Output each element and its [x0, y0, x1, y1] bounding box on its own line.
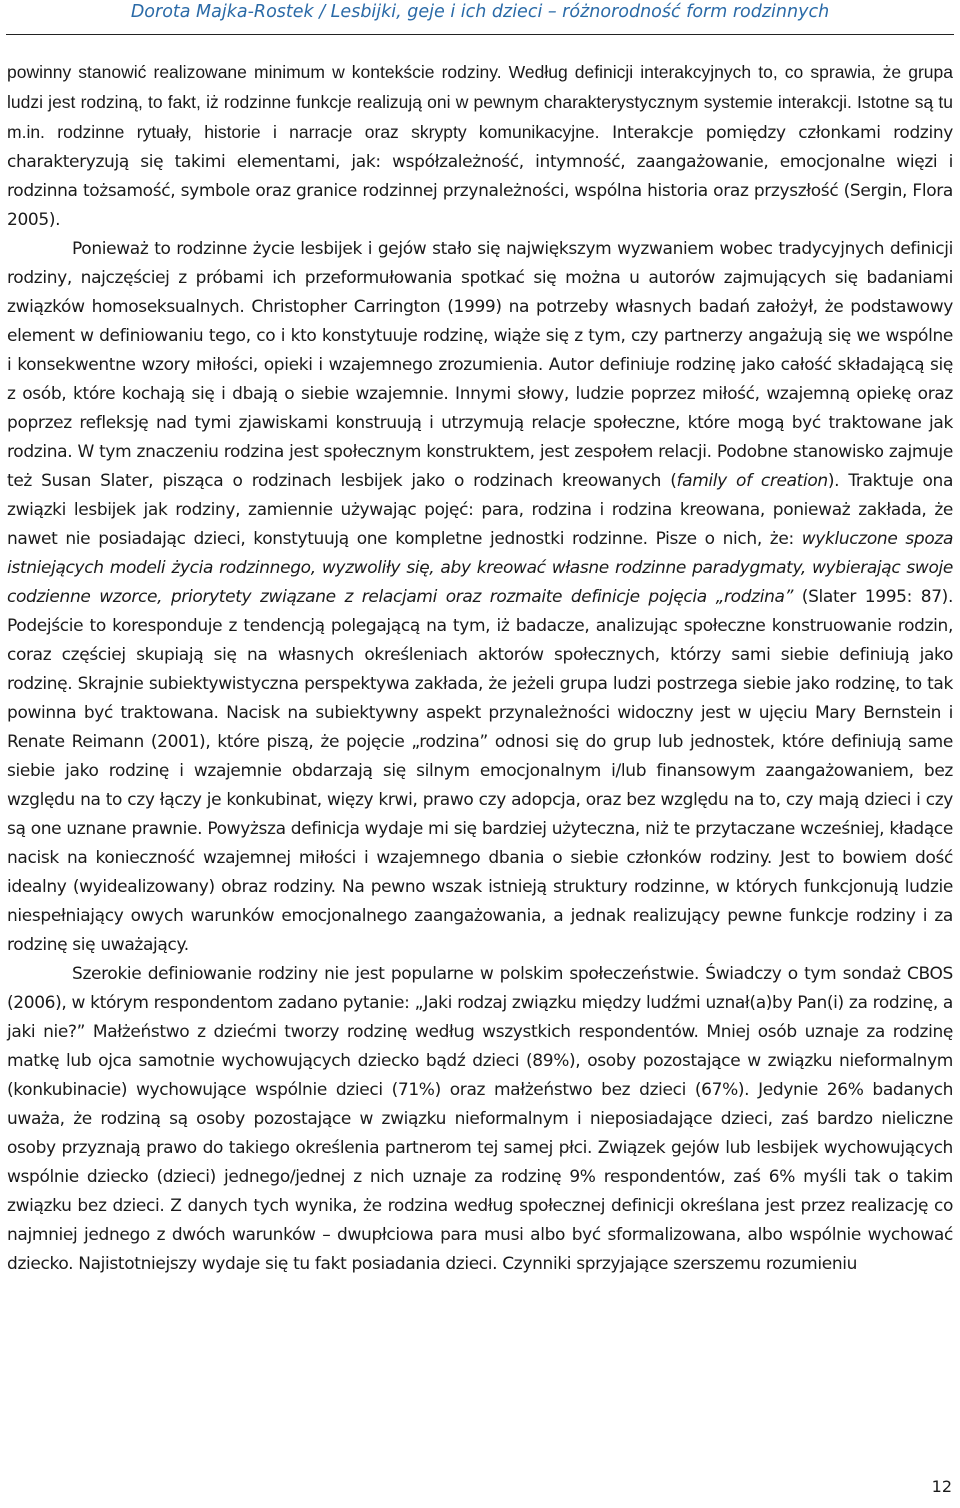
page-number: 12: [931, 1477, 952, 1496]
paragraph-1: [7, 58, 953, 235]
paragraph-2-part-b: ). Traktuje ona związki lesbijek jak rodziny, zamiennie używając pojęć: para, rodzina i rodzina kreowana, ponieważ zakłada, że nawet nie posiadając dzieci, konstytuują one kompletne jednostki rodzinne. Pisze o nich, że:: [7, 471, 954, 549]
paragraph-2: [7, 235, 953, 960]
paragraph-2-italic-term: family of creation: [676, 471, 828, 491]
paragraph-1-part-a: powinny stanowić realizowane minimum w kontekście rodziny. Według definicji interakcyjnych to, co sprawia, że grupa ludzi jest rodziną, to fakt, iż rodzinne funkcje realizują oni w pewnym charakterystycznym systemie interakcji. Istotne są tu m.in. rodzinne rytuały, historie i narracje oraz skrypty komunikacyjne.: [7, 62, 953, 142]
body-text: [7, 58, 953, 1279]
paragraph-2-part-a: Ponieważ to rodzinne życie lesbijek i gejów stało się największym wyzwaniem wobec tradycyjnych definicji rodziny, najczęściej z próbami ich przeformułowania spotkać się można u autorów zajmujących się badaniami związków homoseksualnych. Christopher Carrington (1999) na potrzeby własnych badań założył, że podstawowy element w definiowaniu tego, co i kto konstytuuje rodzinę, wiąże się z tym, czy partnerzy angażują się we wspólne i konsekwentne wzory miłości, opieki i wzajemnego zrozumienia. Autor definiuje rodzinę jako całość składającą się z osób, które kochają się i dbają o siebie wzajemnie. Innymi słowy, ludzie poprzez miłość, wzajemną opiekę oraz poprzez refleksję nad tymi zjawiskami konstruują i utrzymują relacje społeczne, które mogą być traktowane jak rodzina. W tym znaczeniu rodzina jest społecznym konstruktem, jest zespołem relacji. Podobne stanowisko zajmuje też Susan Slater, pisząca o rodzinach lesbijek jako o rodzinach kreowanych (: [7, 239, 953, 491]
paragraph-1-part-b: Interakcje pomiędzy członkami rodziny charakteryzują się takimi elementami, jak: współzależność, intymność, zaangażowanie, emocjonalne więzi i rodzinna tożsamość, symbole oraz granice rodzinnej przynależności, wspólna historia oraz przyszłość (Sergin, Flora 2005).: [7, 123, 954, 230]
header-divider: [6, 34, 954, 35]
running-header: Dorota Majka-Rostek / Lesbijki, geje i ich dzieci – różnorodność form rodzinnych: [130, 2, 830, 22]
paragraph-3-text: Szerokie definiowanie rodziny nie jest popularne w polskim społeczeństwie. Świadczy o tym sondaż CBOS (2006), w którym respondentom zadano pytanie: „Jaki rodzaj związku między ludźmi uznał(a)by Pan(i) za rodzinę, a jaki nie?” Małżeństwo z dziećmi tworzy rodzinę według wszystkich respondentów. Mniej osób uznaje za rodzinę matkę lub ojca samotnie wychowujących dziecko bądź dzieci (89%), osoby pozostające w związku nieformalnym (konkubinacie) wychowujące wspólnie dzieci (71%) oraz małżeństwo bez dzieci (67%). Jedynie 26% badanych uważa, że rodziną są osoby pozostające w związku nieformalnym i nieposiadające dzieci, zaś bardzo nieliczne osoby przyznają prawo do takiego określenia partnerom tej samej płci. Związek gejów lub lesbijek wychowujących wspólnie dziecko (dzieci) jednego/jednej z nich uznaje za rodzinę 9% respondentów, zaś 6% myśli tak o takim związku bez dzieci. Z danych tych wynika, że rodzina według społecznej definicji określana jest przez realizację co najmniej jednego z dwóch warunków – dwupłciowa para musi albo być sformalizowana, albo wspólnie wychować dziecko. Najistotniejszy wydaje się tu fakt posiadania dzieci. Czynniki sprzyjające szerszemu rozumieniu: [7, 964, 953, 1274]
paragraph-2-part-c: (Slater 1995: 87). Podejście to koresponduje z tendencją polegającą na tym, iż badacze, analizując społeczne konstruowanie rodzin, coraz częściej skupiają się na własnych określeniach aktorów społecznych, którzy sami siebie definiują jako rodzinę. Skrajnie subiektywistyczna perspektywa zakłada, że jeżeli grupa ludzi postrzega siebie jako rodzinę, to tak powinna być traktowana. Nacisk na subiektywny aspekt przynależności widoczny jest w ujęciu Mary Bernstein i Renate Reimann (2001), które piszą, że pojęcie „rodzina” odnosi się do grup lub jednostek, które definiują same siebie jako rodzinę i wzajemnie obdarzają się silnym emocjonalnym i/lub finansowym zaangażowaniem, bez względu na to czy łączy je konkubinat, więzy krwi, prawo czy adopcja, oraz bez względu na to, czy mają dzieci i czy są one uznane prawnie. Powyższa definicja wydaje mi się bardziej użyteczna, niż te przytaczane wcześniej, kładące nacisk na konieczność wzajemnej miłości i wzajemnego dbania o siebie członków rodziny. Jest to bowiem dość idealny (wyidealizowany) obraz rodziny. Na pewno wszak istnieją struktury rodzinne, w których funkcjonują ludzie niespełniający owych warunków emocjonalnego zaangażowania, a jednak realizujący pewne funkcje rodziny i za rodzinę się uważający.: [7, 587, 954, 955]
paragraph-2-italic-quote: wykluczone spoza istniejących modeli życia rodzinnego, wyzwoliły się, aby kreować własne rodzinne paradygmaty, wybierając swoje codzienne wzorce, priorytety związane z relacjami oraz rozmaite definicje pojęcia „rodzina”: [7, 529, 954, 607]
paragraph-3: [7, 960, 953, 1279]
